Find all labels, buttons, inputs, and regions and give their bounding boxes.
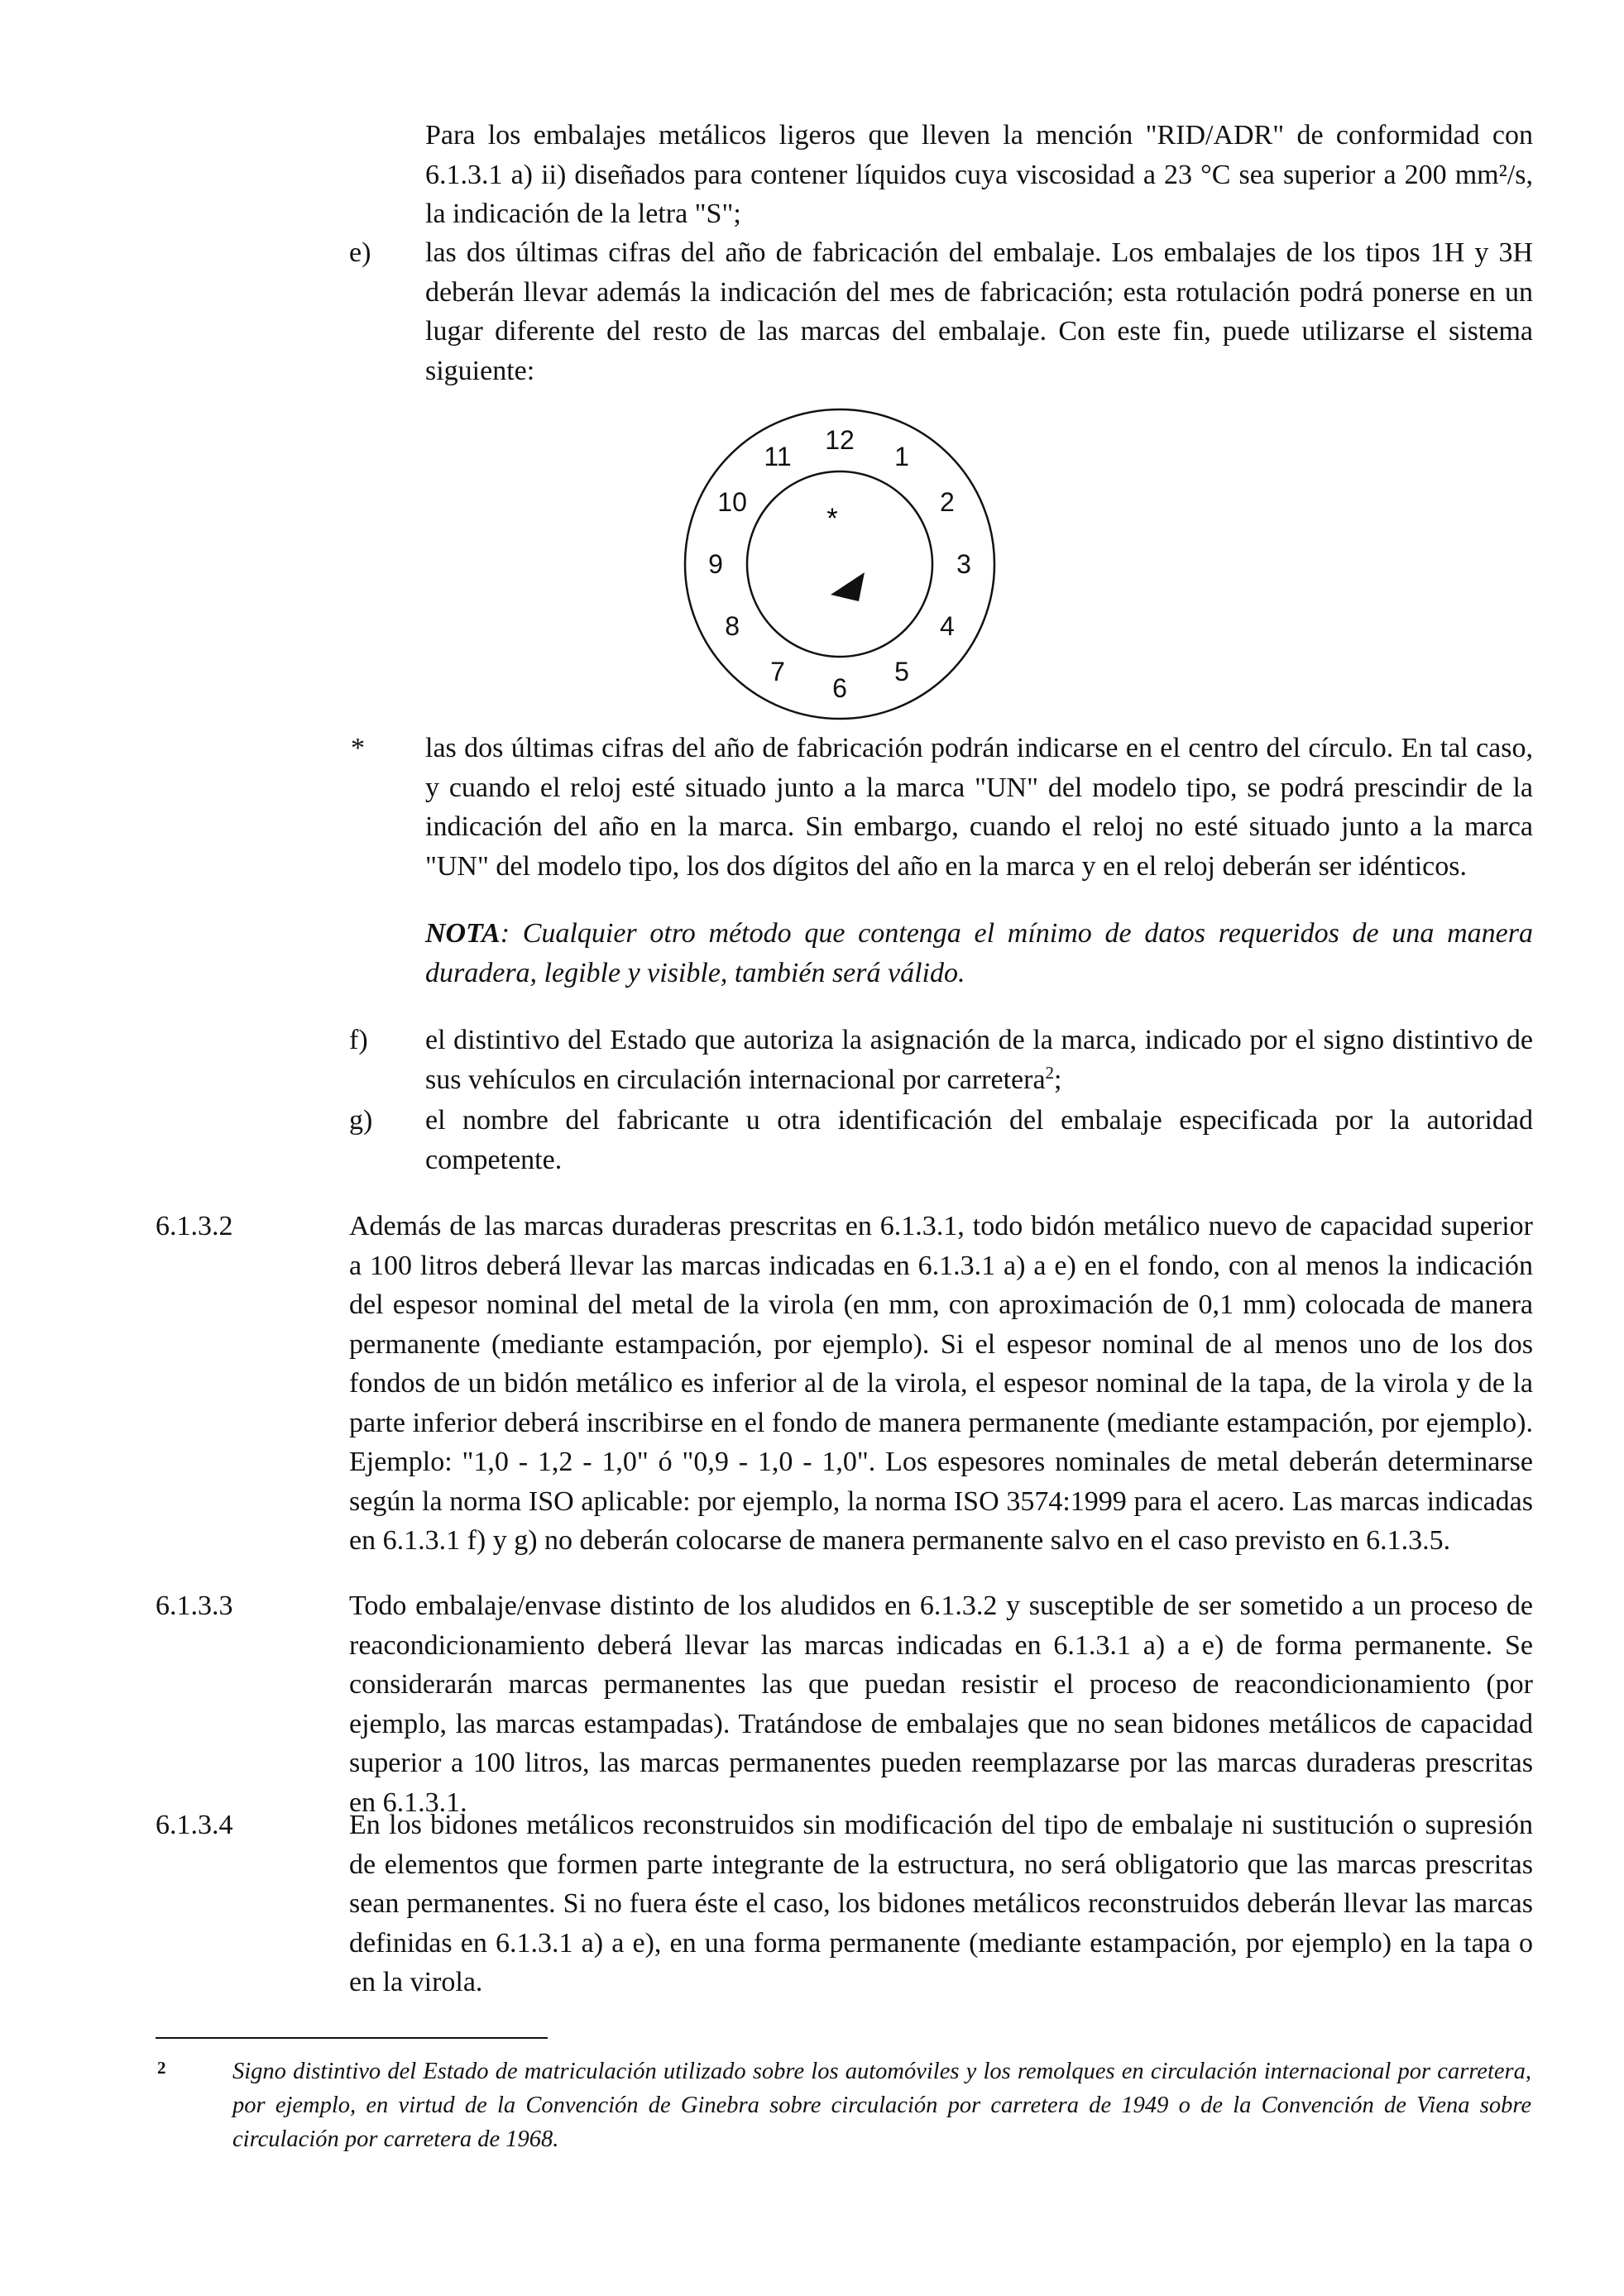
- clock-number-8: 8: [725, 611, 740, 641]
- clock-number-12: 12: [825, 425, 855, 455]
- clock-number-1: 1: [894, 442, 909, 472]
- nota-paragraph: [425, 914, 1533, 993]
- clock-number-2: 2: [940, 487, 955, 517]
- clock-number-9: 9: [708, 549, 723, 579]
- item-g-text: el nombre del fabricante u otra identificación del embalaje especificada por la autoridad competente.: [425, 1105, 1533, 1175]
- nota-label: NOTA: [425, 918, 501, 949]
- clock-number-11: 11: [764, 442, 792, 472]
- item-f-label: f): [349, 1025, 368, 1055]
- section-text: Además de las marcas duraderas prescritas en 6.1.3.1, todo bidón metálico nuevo de capacidad superior a 100 litros deberá llevar las marcas indicadas en 6.1.3.1 a) a e) en el fondo, con al menos la indicación del espesor nominal del metal de la virola (en mm, con aproximación de 0,1 mm) colocada de manera permanente (mediante estampación, por ejemplo). Si el espesor nominal de al menos uno de los dos fondos de un bidón metálico es inferior al de la virola, el espesor nominal de la tapa, de la virola y de la parte inferior deberá inscribirse en el fondo de manera permanente (mediante estampación, por ejemplo). Ejemplo: "1,0 - 1,2 - 1,0" ó "0,9 - 1,0 - 1,0". Los espesores nominales de metal deberán determinarse según la norma ISO aplicable: por ejemplo, la norma ISO 3574:1999 para el acero. Las marcas indicadas en 6.1.3.1 f) y g) no deberán colocarse de manera permanente salvo en el caso previsto en 6.1.3.5.: [349, 1211, 1533, 1556]
- clock-number-5: 5: [894, 656, 909, 686]
- section-number: 6.1.3.3: [156, 1590, 233, 1621]
- footnote-ref[interactable]: 2: [1045, 1062, 1055, 1083]
- clock-outer-ring: [685, 409, 994, 719]
- clock-number-3: 3: [956, 549, 971, 579]
- intro-paragraph: Para los embalajes metálicos ligeros que lleven la mención "RID/ADR" de conformidad con 6.1.3.1 a) ii) diseñados para contener líquidos cuya viscosidad a 23 °C sea superior a 200 mm²/s, la indicación de la letra "S";: [425, 120, 1533, 229]
- clock-number-7: 7: [770, 656, 785, 686]
- star-note-text: las dos últimas cifras del año de fabricación podrán indicarse en el centro del círculo. En tal caso, y cuando el reloj esté situado junto a la marca "UN" del modelo tipo, se podrá prescindir de la indicación del año en la marca. Sin embargo, cuando el reloj no esté situado junto a la marca "UN" del modelo tipo, los dos dígitos del año en la marca y en el reloj deberán ser idénticos.: [425, 733, 1533, 882]
- month-clock-diagram: [678, 403, 1001, 725]
- clock-number-10: 10: [717, 487, 747, 517]
- item-e-text: las dos últimas cifras del año de fabricación del embalaje. Los embalajes de los tipos 1H y 3H deberán llevar además la indicación del mes de fabricación; esta rotulación podrá ponerse en un lugar diferente del resto de las marcas del embalaje. Con este fin, puede utilizarse el sistema siguiente:: [425, 237, 1533, 386]
- item-f-end: ;: [1054, 1064, 1062, 1095]
- clock-number-4: 4: [940, 611, 955, 641]
- footnote-text: Signo distintivo del Estado de matriculación utilizado sobre los automóviles y los remolques en circulación internacional por carretera, por ejemplo, en virtud de la Convención de Ginebra sobre circulación por carretera de 1949 o de la Convención de Viena sobre circulación por carretera de 1968.: [232, 2059, 1531, 2152]
- section-number: 6.1.3.4: [156, 1810, 233, 1840]
- footnote-divider: [156, 2037, 548, 2039]
- footnote-mark: 2: [157, 2058, 166, 2078]
- clock-center-mark: *: [826, 503, 838, 534]
- item-g-label: g): [349, 1105, 373, 1136]
- clock-pointer-arrow: [831, 572, 865, 601]
- clock-number-6: 6: [832, 673, 847, 703]
- item-f-text: [425, 1021, 1533, 1099]
- section-text: En los bidones metálicos reconstruidos sin modificación del tipo de embalaje ni sustitución o supresión de elementos que formen parte integrante de la estructura, no será obligatorio que las marcas prescritas sean permanentes. Si no fuera éste el caso, los bidones metálicos reconstruidos deberán llevar las marcas definidas en 6.1.3.1 a) a e), en una forma permanente (mediante estampación, por ejemplo) en la tapa o en la virola.: [349, 1810, 1533, 1997]
- nota-text: : Cualquier otro método que contenga el mínimo de datos requeridos de una manera duradera, legible y visible, también será válido.: [425, 918, 1533, 988]
- section-text: Todo embalaje/envase distinto de los aludidos en 6.1.3.2 y susceptible de ser sometido a un proceso de reacondicionamiento deberá llevar las marcas indicadas en 6.1.3.1 a) a e) de forma permanente. Se considerarán marcas permanentes las que puedan resistir el proceso de reacondicionamiento (por ejemplo, las marcas estampadas). Tratándose de embalajes que no sean bidones metálicos de capacidad superior a 100 litros, las marcas permanentes pueden reemplazarse por las marcas duraderas prescritas en 6.1.3.1.: [349, 1590, 1533, 1818]
- item-f-body: el distintivo del Estado que autoriza la asignación de la marca, indicado por el signo distintivo de sus vehículos en circulación internacional por carretera: [425, 1025, 1533, 1095]
- star-note-label: *: [351, 733, 365, 763]
- clock-inner-ring: [747, 471, 932, 657]
- section-number: 6.1.3.2: [156, 1211, 233, 1241]
- item-e-label: e): [349, 237, 371, 268]
